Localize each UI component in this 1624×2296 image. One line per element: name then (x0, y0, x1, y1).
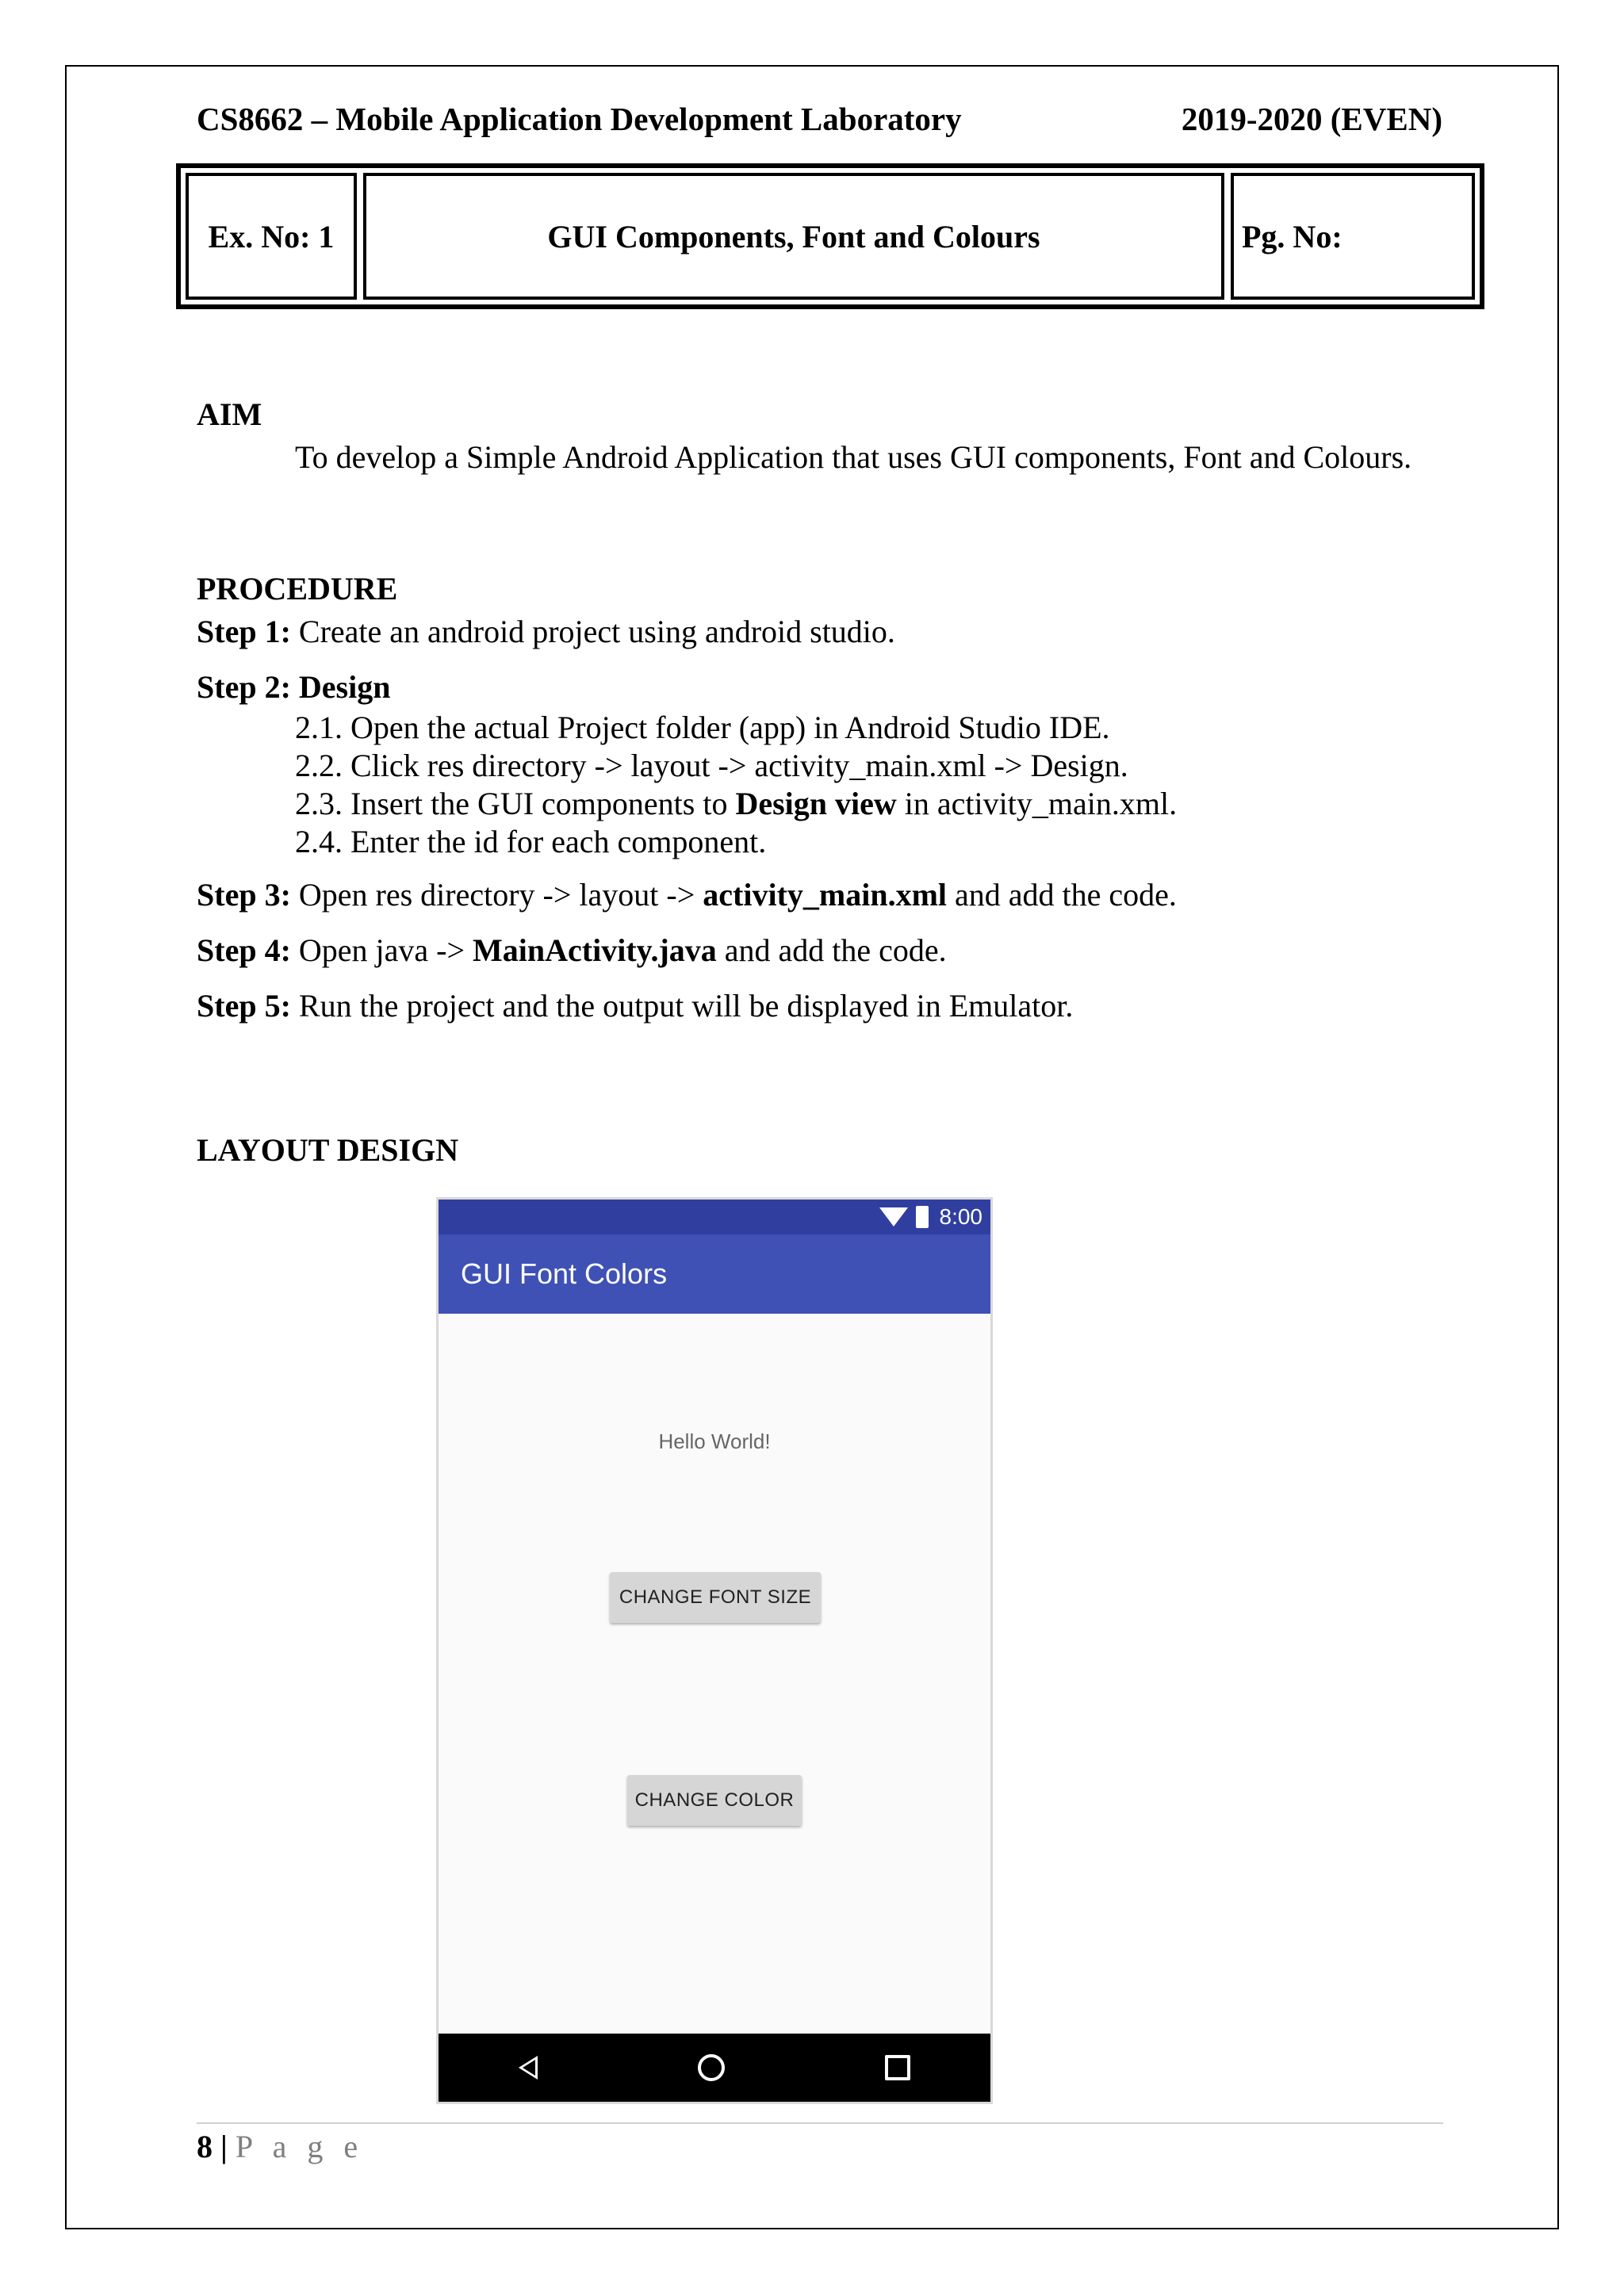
back-icon[interactable] (519, 2056, 538, 2080)
recent-apps-icon[interactable] (885, 2055, 910, 2080)
step-4 (197, 929, 1427, 972)
home-icon[interactable] (698, 2054, 725, 2081)
substep-2-2: 2.2. Click res directory -> layout -> activity_main.xml -> Design. (295, 748, 1128, 783)
substep-2-3 (197, 785, 1427, 823)
substep-2-3-bold: Design view (735, 786, 897, 821)
footer-separator: | (213, 2129, 236, 2164)
hello-text: Hello World! (658, 1429, 771, 1453)
exercise-number: Ex. No: 1 (186, 173, 357, 300)
academic-year: 2019-2020 (EVEN) (1181, 101, 1442, 137)
step-3-bold: activity_main.xml (703, 877, 948, 913)
change-color-button[interactable]: CHANGE COLOR (627, 1775, 802, 1826)
page-footer (197, 2128, 364, 2165)
layout-design-heading: LAYOUT DESIGN (197, 1132, 459, 1168)
step-5-text: Run the project and the output will be displayed in Emulator. (290, 988, 1074, 1024)
substep-2-4: 2.4. Enter the id for each component. (295, 824, 767, 859)
step-1-text: Create an android project using android studio. (290, 614, 895, 649)
step-5-label: Step 5: (197, 988, 291, 1024)
step-4-text-c: and add the code. (716, 932, 947, 968)
step-1 (197, 610, 1427, 653)
step-3-text-c: and add the code. (947, 877, 1177, 913)
app-title: GUI Font Colors (461, 1257, 668, 1290)
substep-2-3-text-a: 2.3. Insert the GUI components to (295, 786, 736, 821)
phone-screenshot (436, 1197, 993, 2104)
aim-section (197, 393, 1427, 479)
status-bar (439, 1200, 990, 1234)
status-time: 8:00 (939, 1204, 982, 1229)
app-bar (439, 1234, 990, 1314)
course-title: CS8662 – Mobile Application Development Laboratory (197, 101, 962, 137)
exercise-header-table (176, 163, 1484, 309)
step-4-text-a: Open java -> (290, 932, 473, 968)
step-3-label: Step 3: (197, 877, 291, 913)
exercise-title: GUI Components, Font and Colours (363, 173, 1224, 300)
substep-2-3-text-c: in activity_main.xml. (896, 786, 1178, 821)
procedure-section (197, 568, 1427, 1027)
step-1-label: Step 1: (197, 614, 291, 649)
step-3 (197, 874, 1427, 916)
step-4-label: Step 4: (197, 932, 291, 968)
battery-icon (916, 1206, 929, 1228)
step-5 (197, 985, 1427, 1027)
substep-2-1: 2.1. Open the actual Project folder (app) in Android Studio IDE. (295, 710, 1110, 745)
aim-text: To develop a Simple Android Application that uses GUI components, Font and Colours. (295, 439, 1412, 475)
footer-page-number: 8 (197, 2129, 213, 2164)
change-font-size-button[interactable]: CHANGE FONT SIZE (610, 1572, 821, 1623)
wifi-icon (879, 1207, 908, 1226)
step-4-bold: MainActivity.java (473, 932, 717, 968)
nav-bar (439, 2034, 990, 2102)
step-3-text-a: Open res directory -> layout -> (290, 877, 703, 913)
footer-divider (197, 2122, 1443, 2124)
aim-heading: AIM (197, 396, 262, 432)
page-number-cell: Pg. No: (1231, 173, 1475, 300)
footer-page-label: P a g e (235, 2129, 365, 2164)
procedure-heading: PROCEDURE (197, 571, 398, 607)
step-2-heading: Step 2: Design (197, 669, 391, 705)
